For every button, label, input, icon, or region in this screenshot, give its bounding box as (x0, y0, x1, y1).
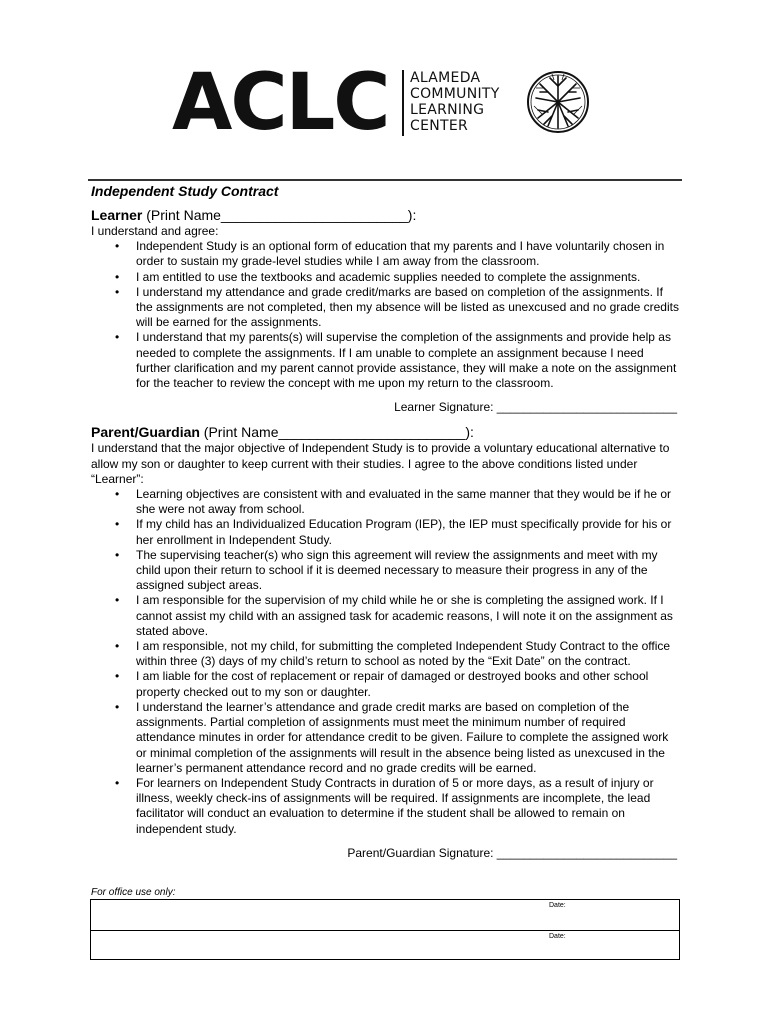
logo-name-line: LEARNING (410, 102, 485, 118)
list-item: • Learning objectives are consistent with and evaluated in the same manner that they would be if he or she were not away from school. (91, 487, 681, 517)
date-label: Date: (549, 933, 566, 940)
header-rule (88, 179, 682, 181)
parent-heading-bold: Parent/Guardian (91, 424, 200, 441)
parent-heading-rest: (Print Name________________________): (199, 424, 474, 441)
learner-list (91, 239, 681, 391)
parent-signature-line[interactable]: Parent/Guardian Signature: ___________________________ (347, 845, 677, 860)
aclc-logo (172, 58, 592, 148)
parent-list (91, 487, 681, 837)
list-item: • For learners on Independent Study Contracts in duration of 5 or more days, as a result of injury or illness, weekly check-ins of assignments will be required. If assignments are incomplete, the lead facilitator will conduct an evaluation to determine if the student shall be allowed to remain on independent study. (91, 776, 681, 837)
list-item: • The supervising teacher(s) who sign this agreement will review the assignments and meet with my child upon their return to school if it is deemed necessary to measure their progress in any of the assigned subject areas. (91, 548, 681, 594)
list-item: • I understand that my parents(s) will supervise the completion of the assignments and provide help as needed to complete the assignments. If I am unable to complete an assignment because I need further clarification and my parent cannot provide assistance, they will make a note on the assignment for the teacher to review the concept with me upon my return to the classroom. (91, 330, 681, 391)
list-item: • I am entitled to use the textbooks and academic supplies needed to complete the assignments. (91, 270, 681, 285)
list-item: • I am liable for the cost of replacement or repair of damaged or destroyed books and other school property checked out to my son or daughter. (91, 669, 681, 699)
logo-mark: ACLC (172, 58, 389, 148)
office-row[interactable] (91, 930, 679, 961)
office-use-label: For office use only: (91, 887, 176, 898)
contract-body (91, 182, 681, 870)
tree-icon (526, 66, 590, 138)
logo-name (410, 70, 500, 134)
list-item: • I am responsible, not my child, for submitting the completed Independent Study Contract to the office within three (3) days of my child’s return to school as noted by the “Exit Date” on the contract. (91, 639, 681, 669)
learner-heading-rest: (Print Name________________________): (142, 207, 417, 223)
parent-heading (91, 424, 681, 441)
learner-intro: I understand and agree: (91, 224, 219, 238)
list-item: • Independent Study is an optional form of education that my parents and I have voluntarily chosen in order to sustain my grade-level studies while I am away from the classroom. (91, 239, 681, 269)
list-item: • I understand the learner’s attendance and grade credit marks are based on completion of the assignments. Partial completion of assignments must meet the minimum number of required attendance minutes in order for attendance credit to be given. Failure to complete the assigned work or minimal completion of the assignments will result in the absence being listed as unexcused in the learner’s permanent attendance record and no grade credits will be earned. (91, 700, 681, 776)
logo-name-line: COMMUNITY (410, 86, 500, 102)
date-label: Date: (549, 902, 566, 909)
page-title: Independent Study Contract (91, 183, 279, 199)
logo-name-line: ALAMEDA (410, 70, 481, 86)
list-item: • I am responsible for the supervision of my child while he or she is completing the assigned work. If I cannot assist my child with an assigned task for academic reasons, I will note it on the assignment as stated above. (91, 593, 681, 639)
office-use-box (90, 899, 680, 960)
list-item: • If my child has an Individualized Education Program (IEP), the IEP must specifically provide for his or her enrollment in Independent Study. (91, 517, 681, 547)
office-row[interactable] (91, 900, 679, 930)
learner-heading (91, 207, 681, 224)
learner-heading-bold: Learner (91, 207, 143, 223)
learner-signature-line[interactable]: Learner Signature: ___________________________ (394, 400, 677, 415)
logo-name-line: CENTER (410, 118, 469, 134)
list-item: • I understand my attendance and grade credit/marks are based on completion of the assignments. If the assignments are not completed, then my absence will be listed as unexcused and no grade credits will be earned for the assignments. (91, 285, 681, 331)
logo-divider (402, 70, 404, 136)
parent-intro: I understand that the major objective of Independent Study is to provide a voluntary educational alternative to allow my son or daughter to keep current with their studies. I agree to the above conditions listed under “Learner”: (91, 441, 670, 486)
